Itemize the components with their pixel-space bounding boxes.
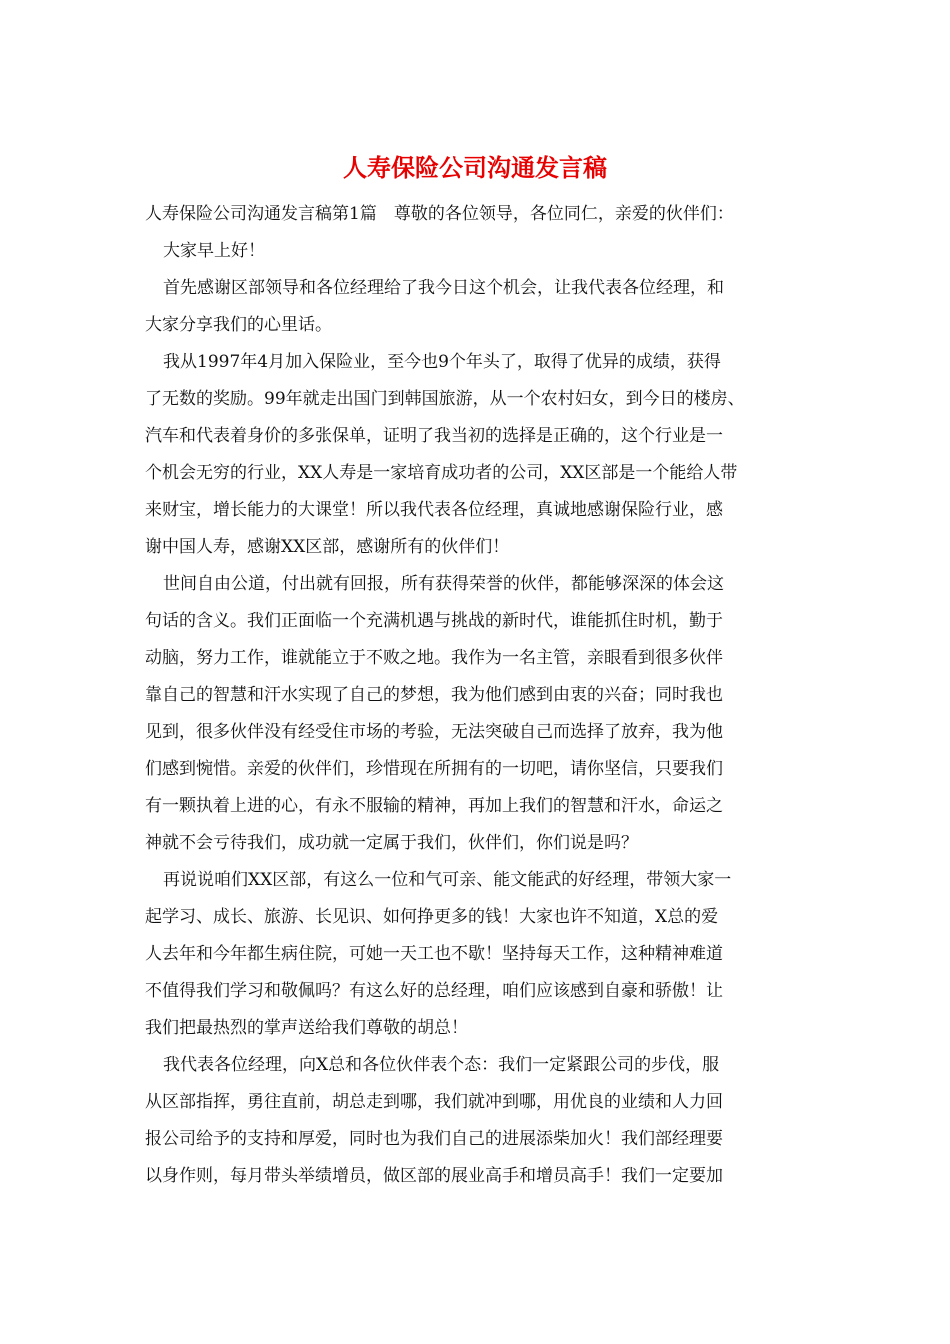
text-line: 个机会无穷的行业，XX人寿是一家培育成功者的公司，XX区部是一个能给人带 [145, 463, 738, 483]
text-line: 世间自由公道，付出就有回报，所有获得荣誉的伙伴，都能够深深的体会这 [163, 574, 724, 594]
text-line: 神就不会亏待我们，成功就一定属于我们，伙伴们，你们说是吗？ [145, 833, 638, 853]
text-line: 人寿保险公司沟通发言稿第1篇 尊敬的各位领导，各位同仁，亲爱的伙伴们： [145, 204, 734, 224]
text-line: 有一颗执着上进的心，有永不服输的精神，再加上我们的智慧和汗水，命运之 [145, 796, 723, 816]
text-line: 以身作则，每月带头举绩增员，做区部的展业高手和增员高手！我们一定要加 [145, 1166, 723, 1186]
text-line: 首先感谢区部领导和各位经理给了我今日这个机会，让我代表各位经理，和 [163, 278, 724, 298]
text-line: 报公司给予的支持和厚爱，同时也为我们自己的进展添柴加火！我们部经理要 [145, 1129, 723, 1149]
text-line: 来财宝，增长能力的大课堂！所以我代表各位经理，真诚地感谢保险行业，感 [145, 500, 723, 520]
text-line: 再说说咱们XX区部，有这么一位和气可亲、能文能武的好经理，带领大家一 [163, 870, 732, 890]
text-line: 见到，很多伙伴没有经受住市场的考验，无法突破自己而选择了放弃，我为他 [145, 722, 723, 742]
document-body [145, 196, 815, 1195]
text-line: 了无数的奖励。99年就走出国门到韩国旅游，从一个农村妇女，到今日的楼房、 [145, 389, 745, 409]
text-line: 不值得我们学习和敬佩吗？有这么好的总经理，咱们应该感到自豪和骄傲！让 [145, 981, 723, 1001]
text-line: 们感到惋惜。亲爱的伙伴们，珍惜现在所拥有的一切吧，请你坚信，只要我们 [145, 759, 723, 779]
text-line: 谢中国人寿，感谢XX区部，感谢所有的伙伴们！ [145, 537, 510, 557]
text-line: 从区部指挥，勇往直前，胡总走到哪，我们就冲到哪，用优良的业绩和人力回 [145, 1092, 723, 1112]
text-line: 我们把最热烈的掌声送给我们尊敬的胡总！ [145, 1018, 468, 1038]
text-line: 汽车和代表着身价的多张保单，证明了我当初的选择是正确的，这个行业是一 [145, 426, 723, 446]
text-line: 靠自己的智慧和汗水实现了自己的梦想，我为他们感到由衷的兴奋；同时我也 [145, 685, 723, 705]
text-line: 我从1997年4月加入保险业，至今也9个年头了，取得了优异的成绩，获得 [163, 352, 721, 372]
text-line: 起学习、成长、旅游、长见识、如何挣更多的钱！大家也许不知道，X总的爱 [145, 907, 719, 927]
text-line: 人去年和今年都生病住院，可她一天工也不歇！坚持每天工作，这种精神难道 [145, 944, 723, 964]
document-title: 人寿保险公司沟通发言稿 [343, 153, 607, 182]
text-line: 大家早上好！ [163, 241, 265, 261]
text-line: 动脑，努力工作，谁就能立于不败之地。我作为一名主管，亲眼看到很多伙伴 [145, 648, 723, 668]
text-line: 我代表各位经理，向X总和各位伙伴表个态：我们一定紧跟公司的步伐，服 [163, 1055, 720, 1075]
text-line: 句话的含义。我们正面临一个充满机遇与挑战的新时代，谁能抓住时机，勤于 [145, 611, 723, 631]
text-line: 大家分享我们的心里话。 [145, 315, 332, 335]
